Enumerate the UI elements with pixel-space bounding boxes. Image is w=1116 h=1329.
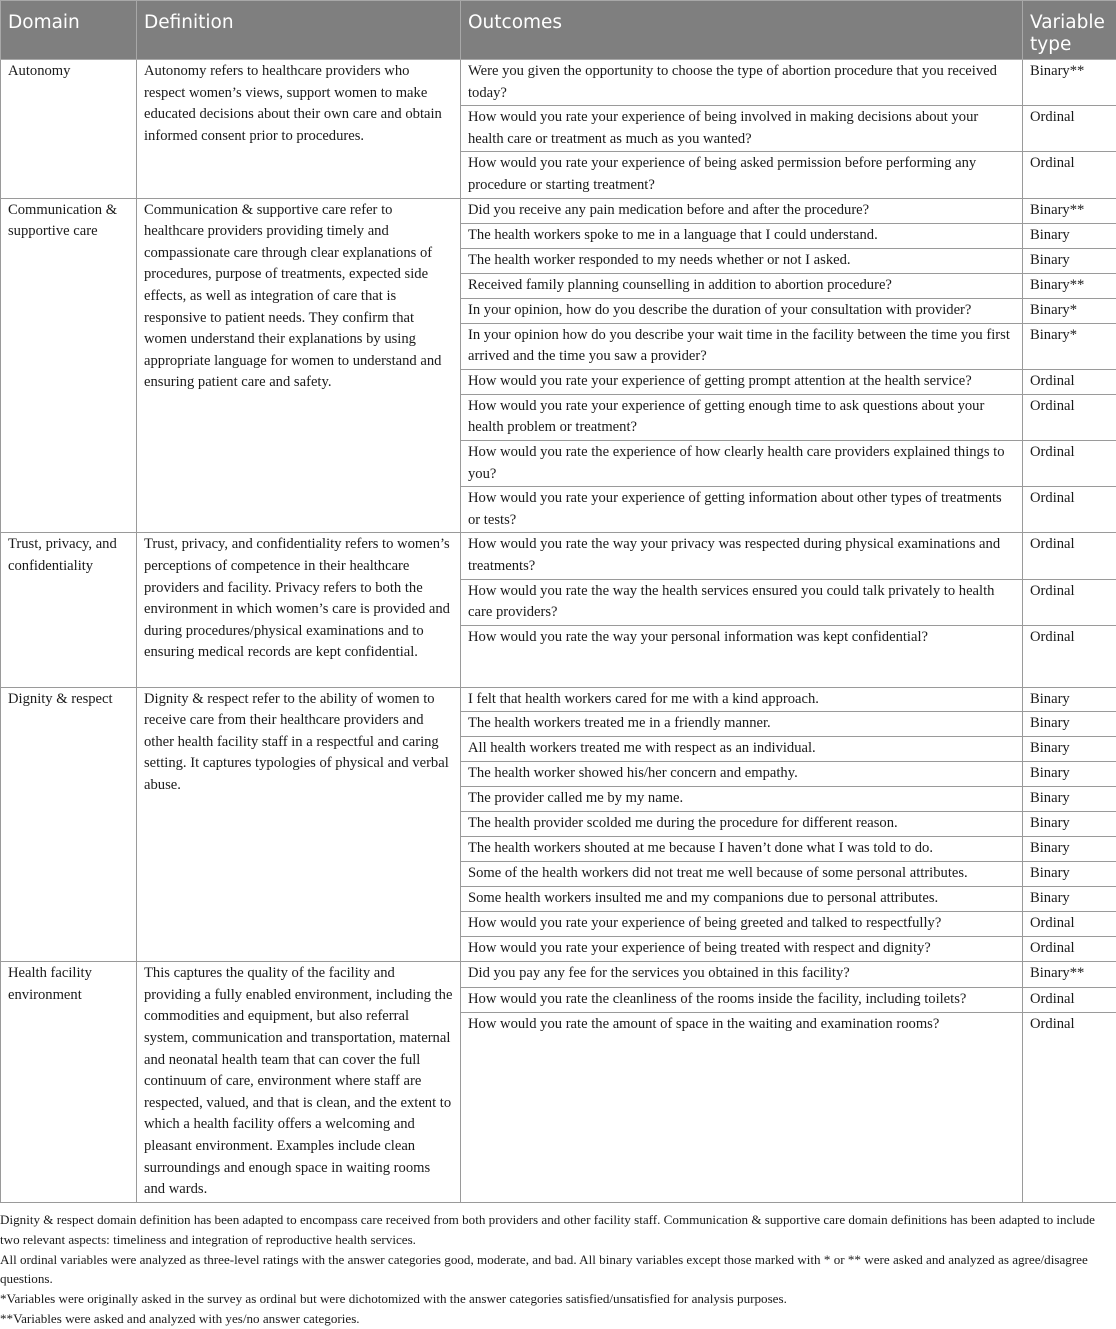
variable-type-cell: Binary** — [1023, 273, 1116, 298]
outcome-cell: Some of the health workers did not treat me well because of some personal attributes. — [461, 862, 1023, 887]
footnote: *Variables were originally asked in the survey as ordinal but were dichotomized with the answer categories satisfied/unsatisfied for analysis purposes. — [0, 1291, 787, 1307]
domain-cell: Trust, privacy, and confidentiality — [1, 533, 137, 687]
variable-type-cell: Binary — [1023, 812, 1116, 837]
variable-type-cell: Binary — [1023, 762, 1116, 787]
outcome-cell: How would you rate your experience of being greeted and talked to respectfully? — [461, 912, 1023, 937]
variable-type-cell: Ordinal — [1023, 369, 1116, 394]
variable-type-cell: Ordinal — [1023, 987, 1116, 1012]
domain-cell: Communication & supportive care — [1, 198, 137, 533]
outcome-cell: How would you rate your experience of getting information about other types of treatments or tests? — [461, 487, 1023, 533]
outcome-cell: How would you rate your experience of getting enough time to ask questions about your health problem or treatment? — [461, 394, 1023, 440]
outcome-cell: Did you receive any pain medication before and after the procedure? — [461, 198, 1023, 223]
outcome-cell: How would you rate your experience of being asked permission before performing any procedure or starting treatment? — [461, 152, 1023, 198]
variable-type-cell: Binary** — [1023, 198, 1116, 223]
domain-cell: Dignity & respect — [1, 687, 137, 962]
outcome-cell: How would you rate the way your privacy was respected during physical examinations and treatments? — [461, 533, 1023, 579]
variable-type-cell: Ordinal — [1023, 106, 1116, 152]
domain-cell: Health facility environment — [1, 962, 137, 1203]
variable-type-cell: Ordinal — [1023, 937, 1116, 962]
table-footnotes — [0, 1210, 1116, 1329]
outcome-cell: Did you pay any fee for the services you obtained in this facility? — [461, 962, 1023, 987]
variable-type-cell: Binary** — [1023, 60, 1116, 106]
outcome-cell: The health worker showed his/her concern and empathy. — [461, 762, 1023, 787]
outcome-cell: Received family planning counselling in addition to abortion procedure? — [461, 273, 1023, 298]
outcome-cell: The health workers treated me in a friendly manner. — [461, 712, 1023, 737]
outcome-cell: How would you rate your experience of getting prompt attention at the health service? — [461, 369, 1023, 394]
variable-type-cell: Binary — [1023, 887, 1116, 912]
outcome-cell: In your opinion how do you describe your wait time in the facility between the time you first arrived and the time you saw a provider? — [461, 323, 1023, 369]
outcome-cell: How would you rate the amount of space in the waiting and examination rooms? — [461, 1013, 1023, 1203]
outcome-cell: The health provider scolded me during the procedure for different reason. — [461, 812, 1023, 837]
definition-cell: Communication & supportive care refer to healthcare providers providing timely and compassionate care through clear explanations of procedures, purpose of treatments, expected side effects, as well as integration of care that is responsive to patient needs. They confirm that women understand their explanations by using appropriate language for women to understand and ensuring patient care and safety. — [137, 198, 461, 533]
outcome-cell: How would you rate your experience of being involved in making decisions about your health care or treatment as much as you wanted? — [461, 106, 1023, 152]
variable-type-cell: Ordinal — [1023, 487, 1116, 533]
outcome-cell: The health workers spoke to me in a language that I could understand. — [461, 223, 1023, 248]
outcome-cell: How would you rate the cleanliness of the rooms inside the facility, including toilets? — [461, 987, 1023, 1012]
variable-type-cell: Ordinal — [1023, 625, 1116, 687]
outcome-cell: Some health workers insulted me and my companions due to personal attributes. — [461, 887, 1023, 912]
variable-type-cell: Binary** — [1023, 962, 1116, 987]
outcome-cell: The health workers shouted at me because I haven’t done what I was told to do. — [461, 837, 1023, 862]
variable-type-cell: Ordinal — [1023, 533, 1116, 579]
outcome-cell: All health workers treated me with respect as an individual. — [461, 737, 1023, 762]
column-header-outcomes: Outcomes — [461, 1, 1023, 60]
column-header-variable-type: Variable type — [1023, 1, 1116, 60]
variable-type-cell: Binary — [1023, 248, 1116, 273]
outcome-cell: How would you rate the way the health services ensured you could talk privately to health care providers? — [461, 579, 1023, 625]
outcome-cell: How would you rate your experience of being treated with respect and dignity? — [461, 937, 1023, 962]
variable-type-cell: Ordinal — [1023, 1013, 1116, 1203]
definition-cell: Trust, privacy, and confidentiality refers to women’s perceptions of competence in their healthcare providers and facility. Privacy refers to both the environment in which women’s care is provided and during procedures/physical examinations and to ensuring medical records are kept confidential. — [137, 533, 461, 687]
variable-type-cell: Ordinal — [1023, 394, 1116, 440]
variable-type-cell: Binary — [1023, 787, 1116, 812]
variable-type-cell: Binary* — [1023, 298, 1116, 323]
table-row — [1, 962, 1116, 987]
outcome-cell: Were you given the opportunity to choose the type of abortion procedure that you received today? — [461, 60, 1023, 106]
table-body — [1, 60, 1116, 1203]
variable-type-cell: Binary — [1023, 837, 1116, 862]
variable-type-cell: Ordinal — [1023, 912, 1116, 937]
domain-cell: Autonomy — [1, 60, 137, 199]
definition-cell: Autonomy refers to healthcare providers who respect women’s views, support women to make educated decisions about their own care and obtain informed consent prior to procedures. — [137, 60, 461, 199]
column-header-definition: Definition — [137, 1, 461, 60]
outcome-cell: The health worker responded to my needs whether or not I asked. — [461, 248, 1023, 273]
variable-type-cell: Binary — [1023, 862, 1116, 887]
variable-type-cell: Binary — [1023, 737, 1116, 762]
outcome-cell: I felt that health workers cared for me with a kind approach. — [461, 687, 1023, 712]
column-header-domain: Domain — [1, 1, 137, 60]
table-row — [1, 60, 1116, 106]
definition-cell: Dignity & respect refer to the ability of women to receive care from their healthcare providers and other health facility staff in a respectful and caring setting. It captures typologies of physical and verbal abuse. — [137, 687, 461, 962]
variable-type-cell: Ordinal — [1023, 152, 1116, 198]
outcome-cell: In your opinion, how do you describe the duration of your consultation with provider? — [461, 298, 1023, 323]
variable-type-cell: Binary — [1023, 687, 1116, 712]
outcome-cell: The provider called me by my name. — [461, 787, 1023, 812]
table-header-row — [1, 1, 1116, 60]
table-row — [1, 687, 1116, 712]
table-row — [1, 533, 1116, 579]
outcome-cell: How would you rate the experience of how clearly health care providers explained things to you? — [461, 440, 1023, 486]
footnote: **Variables were asked and analyzed with yes/no answer categories. — [0, 1310, 360, 1326]
footnote: All ordinal variables were analyzed as three-level ratings with the answer categories good, moderate, and bad. All binary variables except those marked with * or ** were asked and analyzed as agree/disagree questions. — [0, 1251, 1088, 1287]
variable-type-cell: Ordinal — [1023, 440, 1116, 486]
variable-type-cell: Binary — [1023, 712, 1116, 737]
definition-cell: This captures the quality of the facility and providing a fully enabled environment, including the commodities and equipment, but also referral system, communication and transportation, maternal and neonatal health team that can cover the full continuum of care, environment where staff are respected, valued, and that is clean, and the extent to which a health facility offers a welcoming and pleasant environment. Examples include clean surroundings and enough space in waiting rooms and wards. — [137, 962, 461, 1203]
table-row — [1, 198, 1116, 223]
outcome-cell: How would you rate the way your personal information was kept confidential? — [461, 625, 1023, 687]
variable-type-cell: Ordinal — [1023, 579, 1116, 625]
variable-type-cell: Binary — [1023, 223, 1116, 248]
variable-type-cell: Binary* — [1023, 323, 1116, 369]
footnote: Dignity & respect domain definition has been adapted to encompass care received from both providers and other facility staff. Communication & supportive care domain definitions has been adapted to include two relevant aspects: timeliness and integration of reproductive health services. — [0, 1212, 1095, 1247]
